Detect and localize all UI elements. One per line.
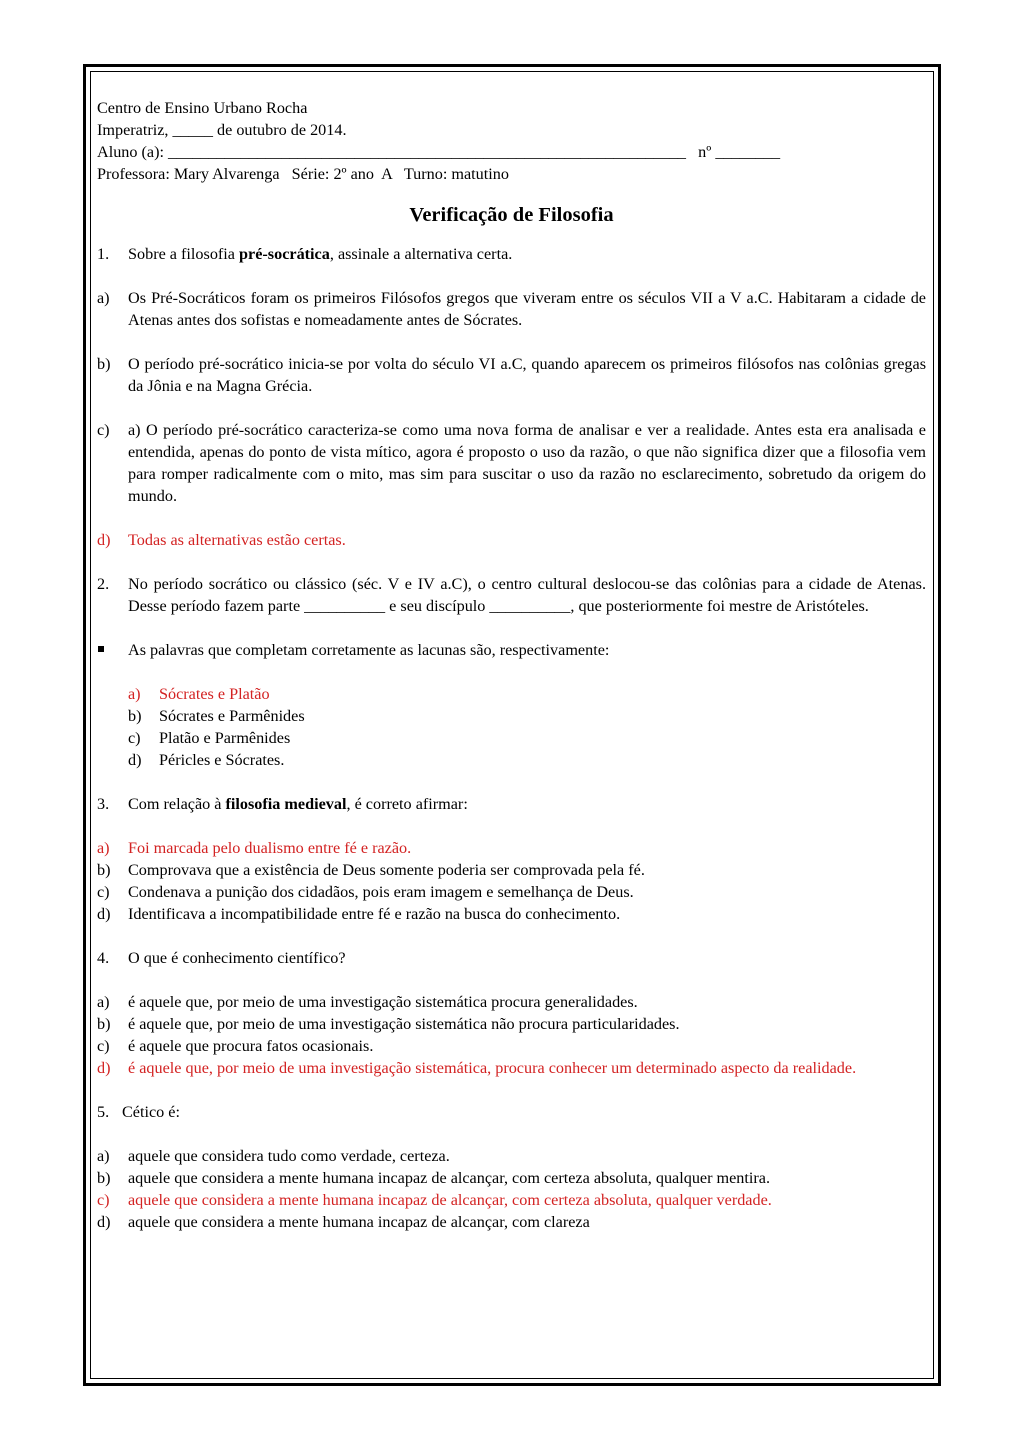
q5-option-c-correct (97, 1189, 926, 1211)
option-marker: a) (97, 1147, 110, 1165)
question-3 (97, 793, 926, 815)
option-marker: b) (97, 861, 111, 879)
question-text-part: , assinale a alternativa certa. (329, 245, 513, 263)
q3-option-c (97, 881, 926, 903)
q1-option-c (97, 419, 926, 507)
option-marker: b) (128, 707, 142, 725)
option-marker: d) (97, 1213, 111, 1231)
q3-option-b (97, 859, 926, 881)
option-text: é aquele que, por meio de uma investigação sistemática, procura conhecer um determinado aspecto da realidade. (128, 1059, 857, 1077)
page-title: Verificação de Filosofia (409, 204, 614, 226)
option-text: Identificava a incompatibilidade entre fé e razão na busca do conhecimento. (128, 905, 621, 923)
option-text: Platão e Parmênides (159, 729, 291, 747)
q5-option-a (97, 1145, 926, 1167)
option-text: Os Pré-Socráticos foram os primeiros Filósofos gregos que viveram entre os séculos VII a V a.C. Habitaram a cidade de Atenas antes dos sofistas e nomeadamente antes de Sócrates. (128, 289, 926, 329)
option-text: Sócrates e Platão (159, 685, 270, 703)
q4-option-c (97, 1035, 926, 1057)
option-text: aquele que considera a mente humana incapaz de alcançar, com certeza absoluta, qualquer mentira. (128, 1169, 771, 1187)
question-text (128, 245, 512, 263)
option-marker: a) (97, 839, 110, 857)
question-number: 5. (97, 1103, 110, 1121)
question-number: 4. (97, 949, 110, 967)
question-text-bold: pré-socrática (239, 245, 330, 263)
q1-option-a (97, 287, 926, 331)
q2-option-c (97, 727, 926, 749)
option-text: Todas as alternativas estão certas. (128, 531, 346, 549)
option-marker: a) (128, 685, 141, 703)
q4-option-b (97, 1013, 926, 1035)
student-line: Aluno (a): ________________________________________________________________ nº ________ (97, 143, 781, 161)
q3-option-d (97, 903, 926, 925)
q1-option-b (97, 353, 926, 397)
question-number: 2. (97, 575, 110, 593)
option-marker: b) (97, 1169, 111, 1187)
question-text: O que é conhecimento científico? (128, 949, 346, 967)
option-marker: c) (128, 729, 141, 747)
question-5 (97, 1101, 926, 1123)
question-text: No período socrático ou clássico (séc. V e IV a.C), o centro cultural deslocou-se das colônias para a cidade de Atenas. Desse período fazem parte __________ e seu discípulo __________, que posteriormente foi mestre de Aristóteles. (128, 575, 926, 615)
option-text: Péricles e Sócrates. (159, 751, 285, 769)
question-text-part: Com relação à (128, 795, 226, 813)
option-marker: d) (97, 531, 111, 549)
option-text: é aquele que, por meio de uma investigação sistemática procura generalidades. (128, 993, 638, 1011)
bullet-square-icon (97, 639, 104, 661)
question-2 (97, 573, 926, 617)
option-marker: d) (128, 751, 142, 769)
option-text: é aquele que, por meio de uma investigação sistemática não procura particularidades. (128, 1015, 680, 1033)
option-text: aquele que considera a mente humana incapaz de alcançar, com clareza (128, 1213, 590, 1231)
option-text: Foi marcada pelo dualismo entre fé e razão. (128, 839, 412, 857)
q5-option-b (97, 1167, 926, 1189)
header-block (97, 97, 926, 185)
q2-option-d (97, 749, 926, 771)
option-text: Condenava a punição dos cidadãos, pois eram imagem e semelhança de Deus. (128, 883, 634, 901)
option-marker: c) (97, 421, 110, 439)
option-marker: d) (97, 1059, 111, 1077)
question-text-part: , é correto afirmar: (346, 795, 468, 813)
q4-option-d-correct (97, 1057, 926, 1079)
option-marker: a) (97, 993, 110, 1011)
exam-document (97, 97, 926, 1233)
q2-option-a-correct (97, 683, 926, 705)
option-text: é aquele que procura fatos ocasionais. (128, 1037, 374, 1055)
question-text-part: Sobre a filosofia (128, 245, 240, 263)
question-number: 1. (97, 245, 110, 263)
question-text-bold: filosofia medieval (225, 795, 347, 813)
question-1 (97, 243, 926, 265)
q1-option-d-correct (97, 529, 926, 551)
q4-option-a (97, 991, 926, 1013)
q5-option-d (97, 1211, 926, 1233)
q2-prompt (97, 639, 926, 661)
option-marker: b) (97, 355, 111, 373)
teacher-line: Professora: Mary Alvarenga Série: 2º ano A Turno: matutino (97, 165, 509, 183)
date-line: Imperatriz, _____ de outubro de 2014. (97, 121, 347, 139)
option-text: aquele que considera a mente humana incapaz de alcançar, com certeza absoluta, qualquer verdade. (128, 1191, 772, 1209)
question-4 (97, 947, 926, 969)
option-marker: a) (97, 289, 110, 307)
question-text (128, 795, 468, 813)
question-text: Cético é: (122, 1103, 180, 1121)
school-name: Centro de Ensino Urbano Rocha (97, 99, 308, 117)
option-text: aquele que considera tudo como verdade, certeza. (128, 1147, 450, 1165)
option-marker: c) (97, 1191, 110, 1209)
option-marker: c) (97, 883, 110, 901)
option-text: a) O período pré-socrático caracteriza-se como uma nova forma de analisar e ver a realidade. Antes esta era analisada e entendida, apenas do ponto de vista mítico, agora é proposto o uso da razão, o que não significa dizer que a filosofia vem para romper radicalmente com o mito, mas sim para suscitar o uso da razão no esclarecimento, sobretudo da origem do mundo. (128, 421, 926, 505)
q2-option-b (97, 705, 926, 727)
option-text: O período pré-socrático inicia-se por volta do século VI a.C, quando aparecem os primeiros filósofos nas colônias gregas da Jônia e na Magna Grécia. (128, 355, 926, 395)
question-number: 3. (97, 795, 110, 813)
option-marker: c) (97, 1037, 110, 1055)
q3-option-a-correct (97, 837, 926, 859)
option-marker: b) (97, 1015, 111, 1033)
option-text: Comprovava que a existência de Deus somente poderia ser comprovada pela fé. (128, 861, 645, 879)
option-text: Sócrates e Parmênides (159, 707, 305, 725)
option-marker: d) (97, 905, 111, 923)
prompt-text: As palavras que completam corretamente as lacunas são, respectivamente: (128, 641, 610, 659)
